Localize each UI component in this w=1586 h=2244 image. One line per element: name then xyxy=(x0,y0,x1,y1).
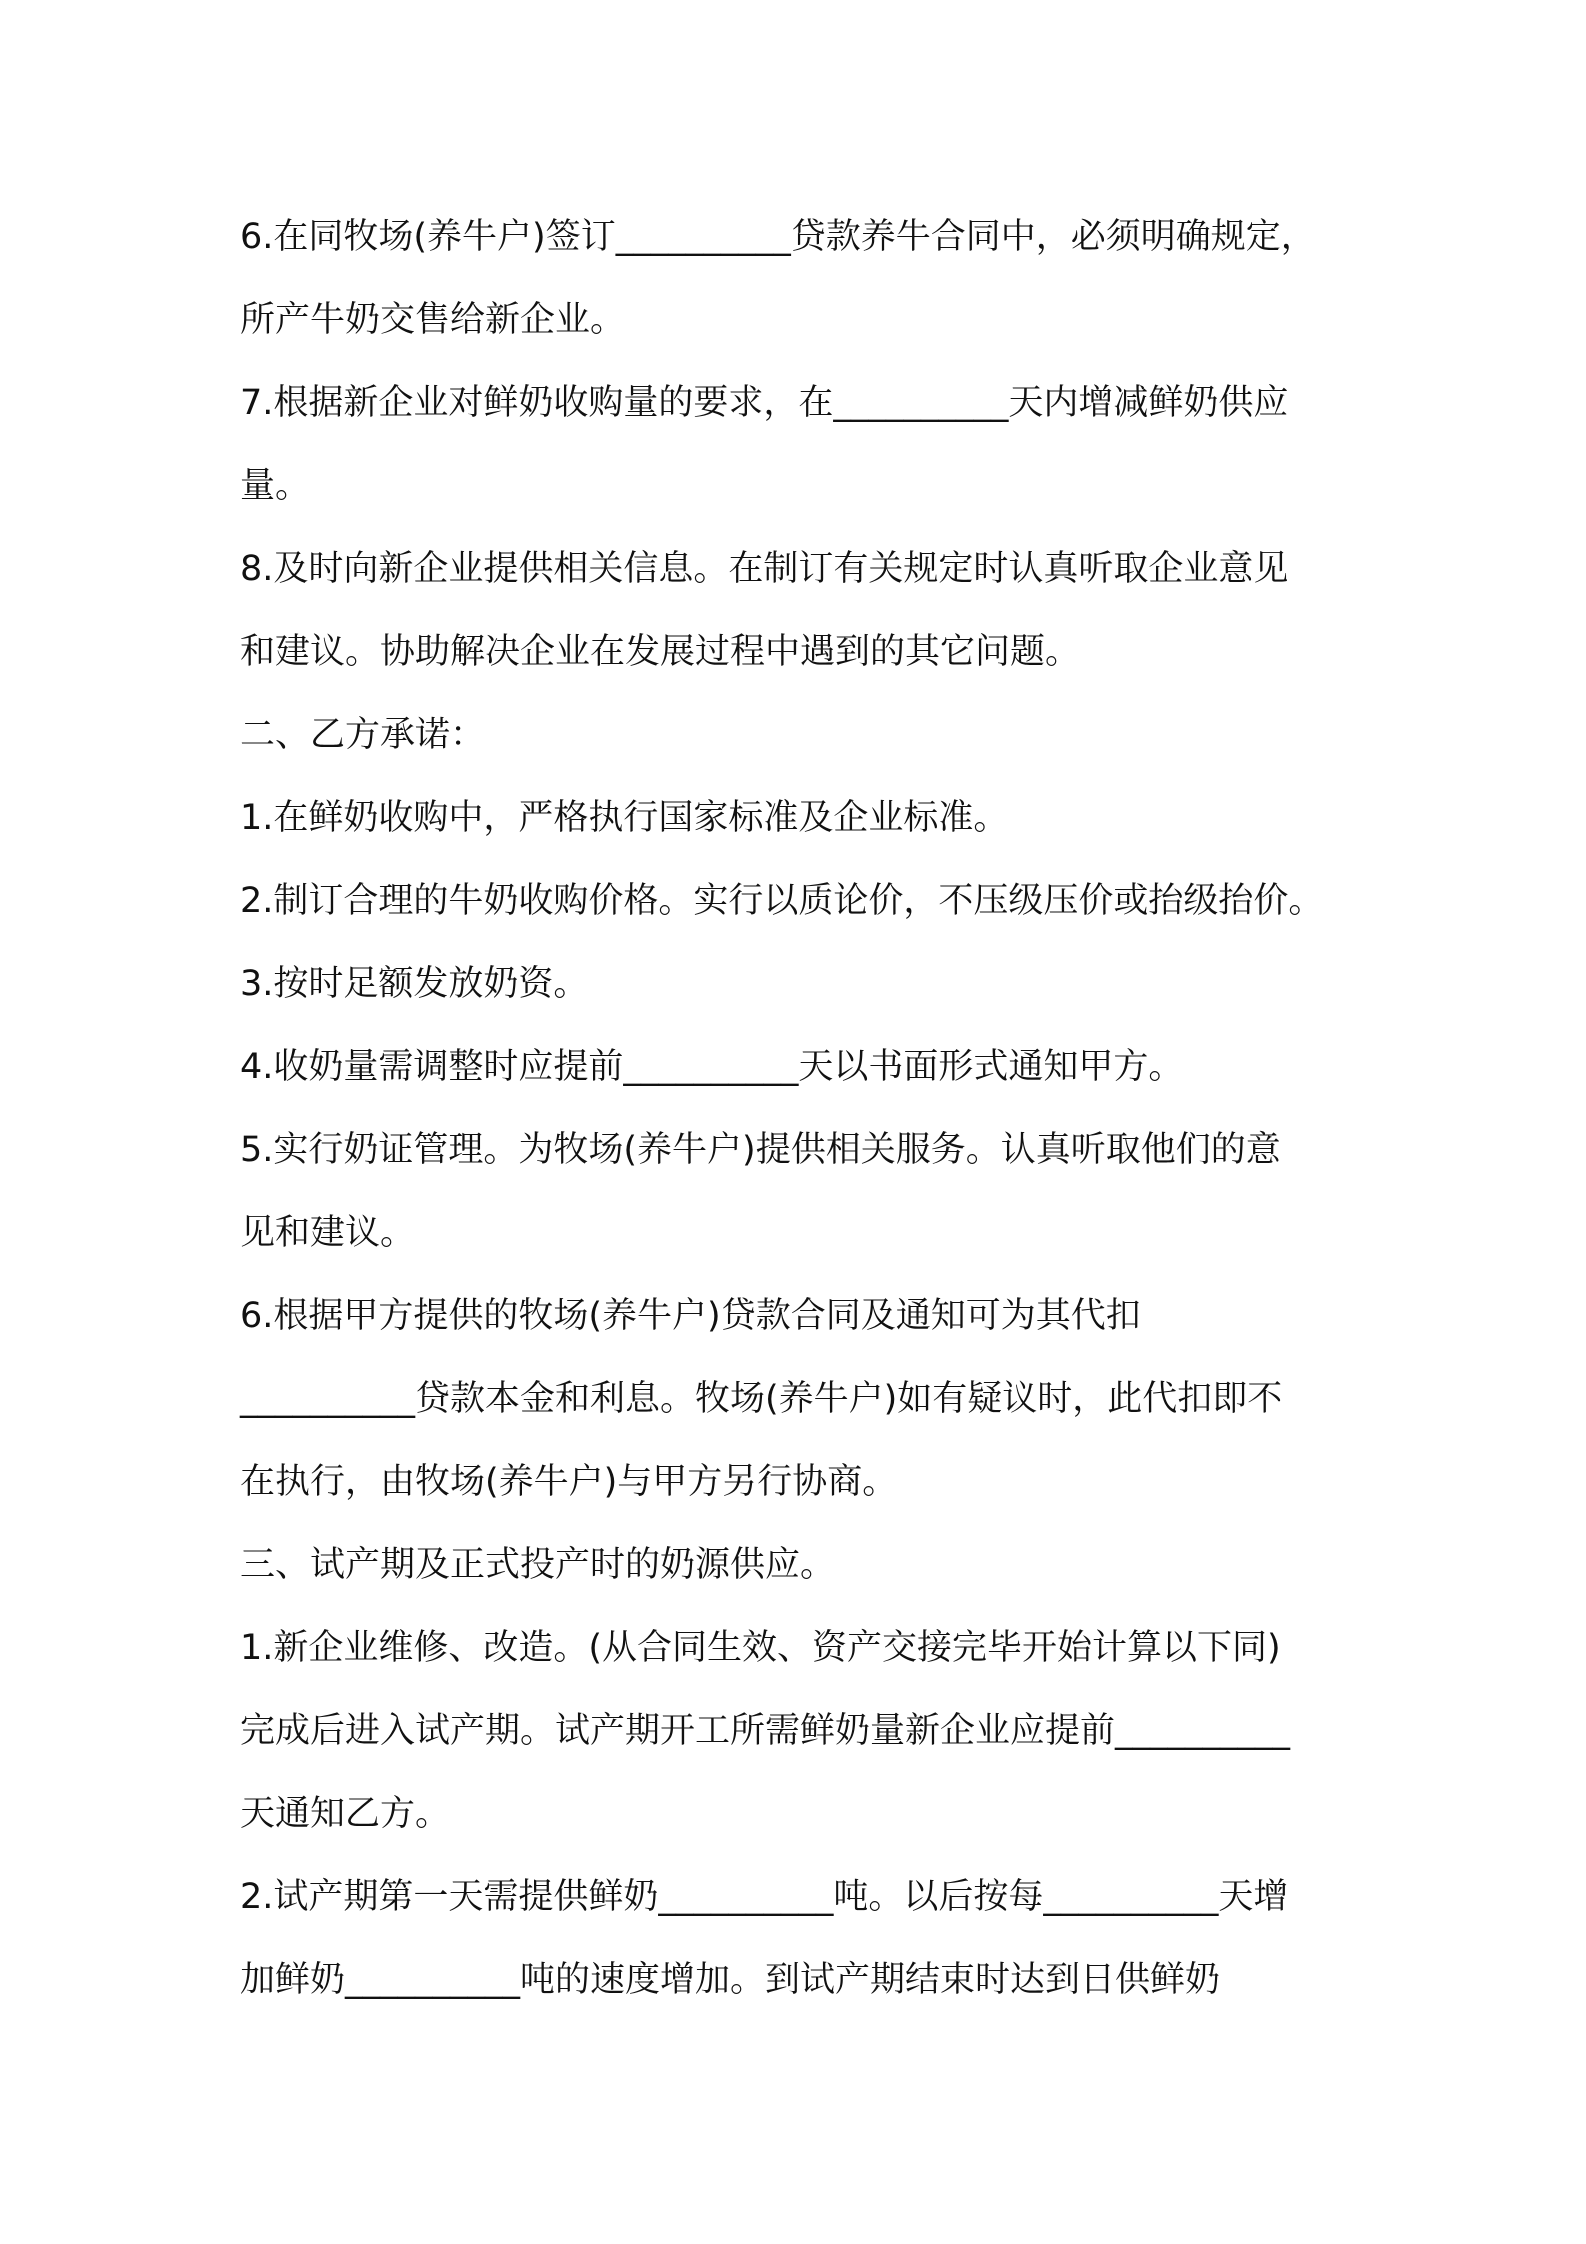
section-heading: 二、乙方承诺： xyxy=(240,715,486,755)
text-line: __________贷款本金和利息。牧场(养牛户)如有疑议时，此代扣即不 xyxy=(240,1379,1283,1419)
document-body xyxy=(240,196,1370,2022)
text-line: 6.根据甲方提供的牧场(养牛户)贷款合同及通知可为其代扣 xyxy=(240,1296,1141,1336)
text-line: 7.根据新企业对鲜奶收购量的要求，在__________天内增减鲜奶供应 xyxy=(240,383,1289,423)
text-line: 加鲜奶__________吨的速度增加。到试产期结束时达到日供鲜奶 xyxy=(240,1960,1221,2000)
text-line: 完成后进入试产期。试产期开工所需鲜奶量新企业应提前__________ xyxy=(240,1711,1291,1751)
text-line: 6.在同牧场(养牛户)签订__________贷款养牛合同中，必须明确规定， xyxy=(240,217,1316,257)
text-line: 所产牛奶交售给新企业。 xyxy=(240,300,626,340)
text-line: 8.及时向新企业提供相关信息。在制订有关规定时认真听取企业意见 xyxy=(240,549,1289,589)
text-line: 1.在鲜奶收购中，严格执行国家标准及企业标准。 xyxy=(240,798,1009,838)
text-line: 在执行，由牧场(养牛户)与甲方另行协商。 xyxy=(240,1462,898,1502)
text-line: 和建议。协助解决企业在发展过程中遇到的其它问题。 xyxy=(240,632,1081,672)
text-line: 天通知乙方。 xyxy=(240,1794,451,1834)
text-line: 3.按时足额发放奶资。 xyxy=(240,964,589,1004)
text-line: 见和建议。 xyxy=(240,1213,416,1253)
section-heading: 三、试产期及正式投产时的奶源供应。 xyxy=(240,1545,836,1585)
text-line: 量。 xyxy=(240,466,311,506)
text-line: 4.收奶量需调整时应提前__________天以书面形式通知甲方。 xyxy=(240,1047,1184,1087)
text-line: 5.实行奶证管理。为牧场(养牛户)提供相关服务。认真听取他们的意 xyxy=(240,1130,1281,1170)
text-line: 1.新企业维修、改造。(从合同生效、资产交接完毕开始计算以下同) xyxy=(240,1628,1281,1668)
text-line: 2.制订合理的牛奶收购价格。实行以质论价，不压级压价或抬级抬价。 xyxy=(240,881,1324,921)
text-line: 2.试产期第一天需提供鲜奶__________吨。以后按每__________天增 xyxy=(240,1877,1289,1917)
